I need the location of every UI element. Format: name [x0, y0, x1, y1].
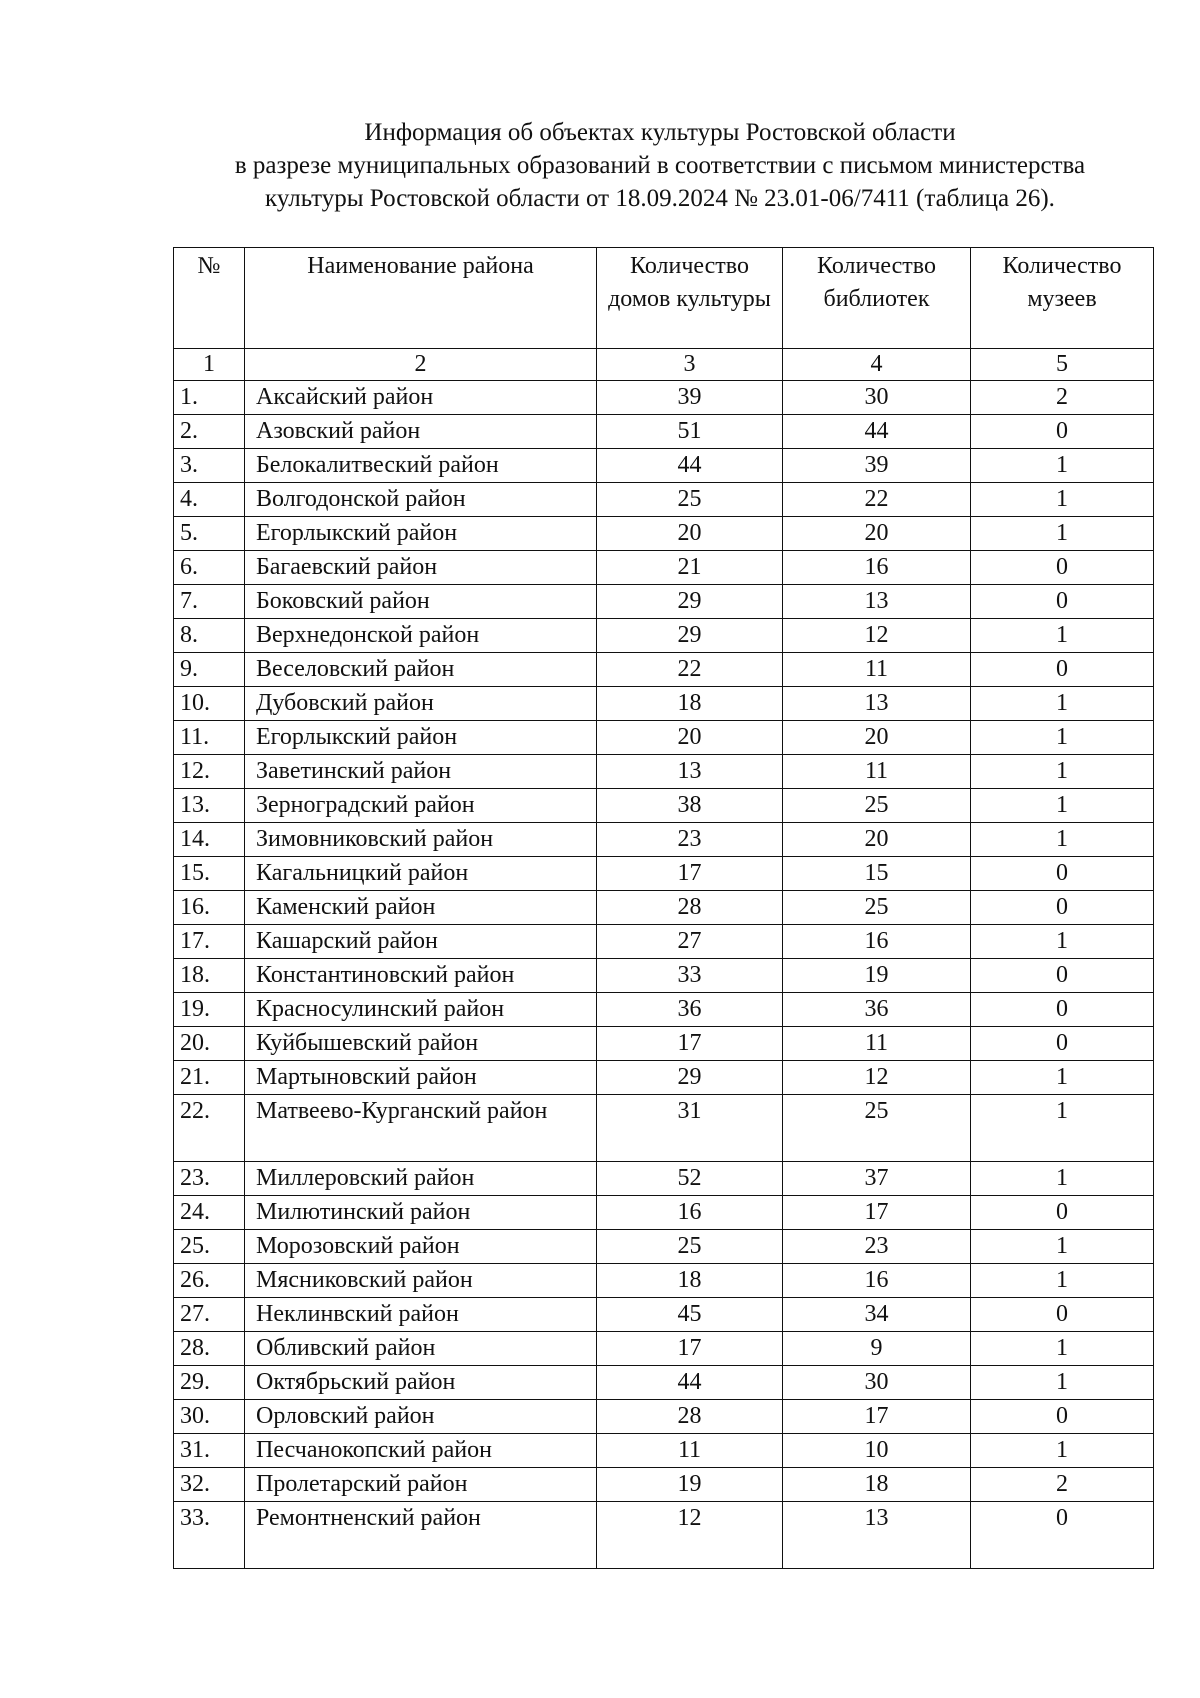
row-number: 5.	[174, 517, 245, 551]
museums-count: 0	[971, 653, 1154, 687]
header-culture-houses: Количество домов культуры	[597, 248, 783, 349]
museums-count: 1	[971, 517, 1154, 551]
libraries-count: 25	[783, 1095, 971, 1162]
district-name: Кашарский район	[245, 925, 597, 959]
row-number: 11.	[174, 721, 245, 755]
district-name: Зимовниковский район	[245, 823, 597, 857]
table-row	[174, 857, 1154, 891]
culture-houses-count: 28	[597, 1400, 783, 1434]
libraries-count: 34	[783, 1298, 971, 1332]
district-name: Волгодонской район	[245, 483, 597, 517]
table-row	[174, 1162, 1154, 1196]
museums-count: 1	[971, 687, 1154, 721]
table-row	[174, 619, 1154, 653]
table-row	[174, 1027, 1154, 1061]
row-number: 17.	[174, 925, 245, 959]
column-number: 2	[245, 349, 597, 381]
culture-houses-count: 29	[597, 619, 783, 653]
culture-objects-table	[173, 247, 1154, 1569]
libraries-count: 13	[783, 687, 971, 721]
libraries-count: 20	[783, 517, 971, 551]
title-line-2: в разрезе муниципальных образований в соответствии с письмом министерства	[234, 152, 1086, 179]
row-number: 6.	[174, 551, 245, 585]
table-row	[174, 1400, 1154, 1434]
museums-count: 0	[971, 1400, 1154, 1434]
culture-houses-count: 51	[597, 415, 783, 449]
table-row	[174, 1298, 1154, 1332]
museums-count: 1	[971, 1162, 1154, 1196]
libraries-count: 12	[783, 619, 971, 653]
row-number: 24.	[174, 1196, 245, 1230]
libraries-count: 44	[783, 415, 971, 449]
culture-houses-count: 20	[597, 721, 783, 755]
museums-count: 0	[971, 1196, 1154, 1230]
culture-houses-count: 19	[597, 1468, 783, 1502]
district-name: Багаевский район	[245, 551, 597, 585]
museums-count: 0	[971, 415, 1154, 449]
museums-count: 1	[971, 721, 1154, 755]
culture-houses-count: 33	[597, 959, 783, 993]
culture-houses-count: 29	[597, 585, 783, 619]
culture-houses-count: 11	[597, 1434, 783, 1468]
title-line-3: культуры Ростовской области от 18.09.2024 № 23.01-06/7411 (таблица 26).	[265, 185, 1055, 212]
libraries-count: 30	[783, 381, 971, 415]
culture-houses-count: 38	[597, 789, 783, 823]
libraries-count: 17	[783, 1196, 971, 1230]
museums-count: 0	[971, 1298, 1154, 1332]
culture-houses-count: 31	[597, 1095, 783, 1162]
culture-houses-count: 36	[597, 993, 783, 1027]
museums-count: 0	[971, 857, 1154, 891]
district-name: Ремонтненский район	[245, 1502, 597, 1569]
table-row	[174, 1502, 1154, 1569]
header-libraries: Количество библиотек	[783, 248, 971, 349]
museums-count: 0	[971, 993, 1154, 1027]
libraries-count: 25	[783, 789, 971, 823]
culture-houses-count: 16	[597, 1196, 783, 1230]
museums-count: 1	[971, 755, 1154, 789]
culture-houses-count: 17	[597, 1332, 783, 1366]
culture-houses-count: 20	[597, 517, 783, 551]
district-name: Орловский район	[245, 1400, 597, 1434]
museums-count: 0	[971, 1502, 1154, 1569]
culture-houses-count: 44	[597, 449, 783, 483]
district-name: Мясниковский район	[245, 1264, 597, 1298]
culture-houses-count: 18	[597, 1264, 783, 1298]
row-number: 22.	[174, 1095, 245, 1162]
district-name: Миллеровский район	[245, 1162, 597, 1196]
row-number: 31.	[174, 1434, 245, 1468]
row-number: 23.	[174, 1162, 245, 1196]
libraries-count: 16	[783, 925, 971, 959]
museums-count: 1	[971, 1264, 1154, 1298]
libraries-count: 22	[783, 483, 971, 517]
museums-count: 0	[971, 585, 1154, 619]
table-row	[174, 1366, 1154, 1400]
museums-count: 1	[971, 1332, 1154, 1366]
libraries-count: 25	[783, 891, 971, 925]
district-name: Боковский район	[245, 585, 597, 619]
row-number: 30.	[174, 1400, 245, 1434]
table-row	[174, 1332, 1154, 1366]
libraries-count: 23	[783, 1230, 971, 1264]
district-name: Куйбышевский район	[245, 1027, 597, 1061]
museums-count: 1	[971, 823, 1154, 857]
culture-houses-count: 18	[597, 687, 783, 721]
header-museums: Количество музеев	[971, 248, 1154, 349]
column-number: 3	[597, 349, 783, 381]
culture-houses-count: 17	[597, 857, 783, 891]
libraries-count: 20	[783, 721, 971, 755]
district-name: Константиновский район	[245, 959, 597, 993]
libraries-count: 39	[783, 449, 971, 483]
title-line-1: Информация об объектах культуры Ростовской области	[364, 119, 956, 146]
row-number: 8.	[174, 619, 245, 653]
row-number: 14.	[174, 823, 245, 857]
table-row	[174, 1264, 1154, 1298]
row-number: 1.	[174, 381, 245, 415]
table-row	[174, 1061, 1154, 1095]
libraries-count: 9	[783, 1332, 971, 1366]
culture-houses-count: 25	[597, 483, 783, 517]
table-row	[174, 1230, 1154, 1264]
table-row	[174, 925, 1154, 959]
row-number: 21.	[174, 1061, 245, 1095]
column-number: 4	[783, 349, 971, 381]
libraries-count: 15	[783, 857, 971, 891]
culture-houses-count: 22	[597, 653, 783, 687]
row-number: 12.	[174, 755, 245, 789]
district-name: Верхнедонской район	[245, 619, 597, 653]
museums-count: 1	[971, 449, 1154, 483]
row-number: 2.	[174, 415, 245, 449]
museums-count: 1	[971, 925, 1154, 959]
district-name: Октябрьский район	[245, 1366, 597, 1400]
district-name: Заветинский район	[245, 755, 597, 789]
row-number: 7.	[174, 585, 245, 619]
district-name: Аксайский район	[245, 381, 597, 415]
row-number: 32.	[174, 1468, 245, 1502]
table-row	[174, 1196, 1154, 1230]
culture-houses-count: 21	[597, 551, 783, 585]
table-row	[174, 1468, 1154, 1502]
culture-houses-count: 17	[597, 1027, 783, 1061]
libraries-count: 18	[783, 1468, 971, 1502]
row-number: 16.	[174, 891, 245, 925]
museums-count: 1	[971, 619, 1154, 653]
row-number: 4.	[174, 483, 245, 517]
table-row	[174, 823, 1154, 857]
libraries-count: 19	[783, 959, 971, 993]
table-row	[174, 653, 1154, 687]
libraries-count: 13	[783, 585, 971, 619]
row-number: 20.	[174, 1027, 245, 1061]
column-number: 5	[971, 349, 1154, 381]
culture-houses-count: 45	[597, 1298, 783, 1332]
table-row	[174, 789, 1154, 823]
table-body	[174, 381, 1154, 1569]
row-number: 18.	[174, 959, 245, 993]
museums-count: 0	[971, 1027, 1154, 1061]
district-name: Красносулинский район	[245, 993, 597, 1027]
header-district-name: Наименование района	[245, 248, 597, 349]
museums-count: 1	[971, 1434, 1154, 1468]
district-name: Мартыновский район	[245, 1061, 597, 1095]
table-row	[174, 551, 1154, 585]
table-row	[174, 687, 1154, 721]
table-row	[174, 483, 1154, 517]
culture-houses-count: 27	[597, 925, 783, 959]
document-title	[160, 116, 1160, 215]
row-number: 19.	[174, 993, 245, 1027]
district-name: Неклинвский район	[245, 1298, 597, 1332]
museums-count: 0	[971, 959, 1154, 993]
culture-houses-count: 12	[597, 1502, 783, 1569]
culture-houses-count: 25	[597, 1230, 783, 1264]
row-number: 15.	[174, 857, 245, 891]
libraries-count: 11	[783, 755, 971, 789]
libraries-count: 10	[783, 1434, 971, 1468]
libraries-count: 16	[783, 551, 971, 585]
museums-count: 1	[971, 1366, 1154, 1400]
culture-houses-count: 39	[597, 381, 783, 415]
libraries-count: 37	[783, 1162, 971, 1196]
museums-count: 0	[971, 551, 1154, 585]
district-name: Пролетарский район	[245, 1468, 597, 1502]
museums-count: 1	[971, 1061, 1154, 1095]
museums-count: 1	[971, 1230, 1154, 1264]
table-row	[174, 1434, 1154, 1468]
district-name: Кагальницкий район	[245, 857, 597, 891]
table-row	[174, 755, 1154, 789]
museums-count: 1	[971, 789, 1154, 823]
row-number: 3.	[174, 449, 245, 483]
row-number: 29.	[174, 1366, 245, 1400]
district-name: Песчанокопский район	[245, 1434, 597, 1468]
table-row	[174, 721, 1154, 755]
table-row	[174, 449, 1154, 483]
table-row	[174, 381, 1154, 415]
header-row	[174, 248, 1154, 349]
libraries-count: 36	[783, 993, 971, 1027]
libraries-count: 11	[783, 1027, 971, 1061]
libraries-count: 12	[783, 1061, 971, 1095]
row-number: 26.	[174, 1264, 245, 1298]
district-name: Азовский район	[245, 415, 597, 449]
culture-houses-count: 44	[597, 1366, 783, 1400]
header-number: №	[174, 248, 245, 349]
district-name: Дубовский район	[245, 687, 597, 721]
district-name: Егорлыкский район	[245, 517, 597, 551]
row-number: 25.	[174, 1230, 245, 1264]
table-row	[174, 585, 1154, 619]
libraries-count: 11	[783, 653, 971, 687]
row-number: 10.	[174, 687, 245, 721]
libraries-count: 30	[783, 1366, 971, 1400]
table-row	[174, 993, 1154, 1027]
district-name: Матвеево-Курганский район	[245, 1095, 597, 1162]
district-name: Егорлыкский район	[245, 721, 597, 755]
row-number: 13.	[174, 789, 245, 823]
table-row	[174, 1095, 1154, 1162]
table-row	[174, 959, 1154, 993]
district-name: Каменский район	[245, 891, 597, 925]
district-name: Милютинский район	[245, 1196, 597, 1230]
culture-houses-count: 13	[597, 755, 783, 789]
libraries-count: 16	[783, 1264, 971, 1298]
libraries-count: 20	[783, 823, 971, 857]
column-number-row	[174, 349, 1154, 381]
district-name: Веселовский район	[245, 653, 597, 687]
table-row	[174, 415, 1154, 449]
museums-count: 0	[971, 891, 1154, 925]
museums-count: 1	[971, 1095, 1154, 1162]
column-number: 1	[174, 349, 245, 381]
culture-houses-count: 23	[597, 823, 783, 857]
row-number: 33.	[174, 1502, 245, 1569]
district-name: Белокалитвеский район	[245, 449, 597, 483]
museums-count: 2	[971, 381, 1154, 415]
table-row	[174, 891, 1154, 925]
row-number: 28.	[174, 1332, 245, 1366]
culture-houses-count: 29	[597, 1061, 783, 1095]
district-name: Морозовский район	[245, 1230, 597, 1264]
museums-count: 1	[971, 483, 1154, 517]
district-name: Зерноградский район	[245, 789, 597, 823]
culture-houses-count: 28	[597, 891, 783, 925]
culture-houses-count: 52	[597, 1162, 783, 1196]
table-row	[174, 517, 1154, 551]
museums-count: 2	[971, 1468, 1154, 1502]
libraries-count: 13	[783, 1502, 971, 1569]
row-number: 27.	[174, 1298, 245, 1332]
district-name: Обливский район	[245, 1332, 597, 1366]
row-number: 9.	[174, 653, 245, 687]
libraries-count: 17	[783, 1400, 971, 1434]
